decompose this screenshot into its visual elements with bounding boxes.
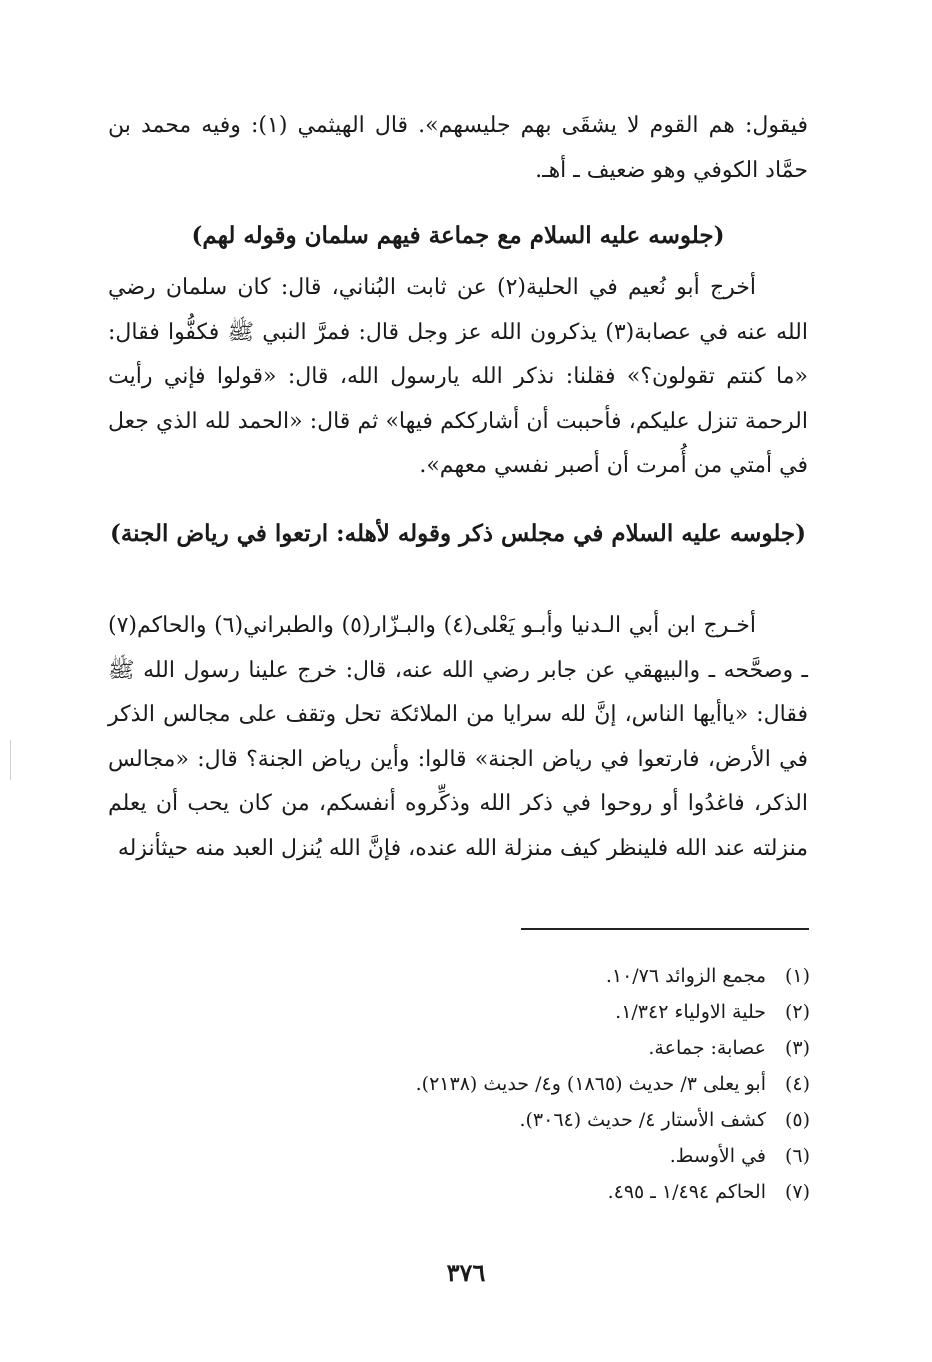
footnote-separator [521,928,809,930]
footnote-item [300,994,810,1030]
footnote-item [300,1066,810,1102]
footnote-text: عصابة: جماعة. [648,1037,766,1059]
footnotes-list [300,958,810,1210]
footnote-number: (٦) [784,1145,810,1167]
footnote-number: (٢) [784,1001,810,1023]
section-heading-riyad-aljannah: (جلوسه عليه السلام في مجلس ذكر وقوله لأهله: ارتعوا في رياض الجنة) [109,520,807,547]
footnote-number: (١) [784,965,810,987]
scan-margin-mark [10,740,11,780]
footnote-item [300,1138,810,1174]
paragraph-continuation: فيقول: هم القوم لا يشقَى بهم جليسهم». قال الهيثمي (١): وفيه محمد بن حمَّاد الكوفي وهو ضعيف ـ أهـ. [108,113,808,183]
footnote-number: (٥) [784,1109,810,1131]
footnote-text: الحاكم ١/٤٩٤ ـ ٤٩٥. [607,1181,766,1203]
paragraph-abu-nuaim: أخرج أبو نُعيم في الحلية(٢) عن ثابت البُناني، قال: كان سلمان رضي الله عنه في عصابة(٣) يذكرون الله عز وجل قال: فمرَّ النبي ﷺ فكفُّوا فقال: «ما كنتم تقولون؟» فقلنا: نذكر الله يارسول الله، قال: «قولوا فإني رأيت الرحمة تنزل عليكم، فأحببت أن أشارككم فيها» ثم قال: «الحمد لله الذي جعل في أمتي من أُمرت أن أصبر نفسي معهم». [108,275,808,478]
footnote-item [300,1102,810,1138]
footnote-text: كشف الأستار ٤/ حديث (٣٠٦٤). [519,1109,766,1131]
footnote-text: مجمع الزوائد ١٠/٧٦. [605,965,766,987]
footnote-number: (٣) [784,1037,810,1059]
footnote-number: (٤) [784,1073,810,1095]
footnote-item [300,1030,810,1066]
footnote-item [300,1174,810,1210]
footnote-item [300,958,810,994]
footnote-text: حلية الاولياء ١/٣٤٢. [615,1001,766,1023]
section-heading-salman: (جلوسه عليه السلام مع جماعة فيهم سلمان وقوله لهم) [191,222,725,249]
footnote-number: (٧) [784,1181,810,1203]
footnote-text: في الأوسط. [669,1145,766,1167]
page-number: ٣٧٦ [446,1258,486,1287]
paragraph-jabir: أخـرج ابن أبي الـدنيا وأبـو يَعْلى(٤) والبـزّار(٥) والطبراني(٦) والحاكم(٧) ـ وصحَّحه ـ والبيهقي عن جابر رضي الله عنه، قال: خرج علينا رسول الله ﷺ فقال: «ياأيها الناس، إنَّ لله سرايا من الملائكة تحل وتقف على مجالس الذكر في الأرض، فارتعوا في رياض الجنة» قالوا: وأين رياض الجنة؟ قال: «مجالس الذكر، فاغدُوا أو روحوا في ذكر الله وذكِّروه أنفسكم، من كان يحب أن يعلم منزلته عند الله فلينظر كيف منزلة الله عنده، فإنَّ الله يُنزل العبد منه حيثأنزله [108,613,809,861]
footnote-text: أبو يعلى ٣/ حديث (١٨٦٥) و٤/ حديث (٢١٣٨). [415,1073,766,1095]
